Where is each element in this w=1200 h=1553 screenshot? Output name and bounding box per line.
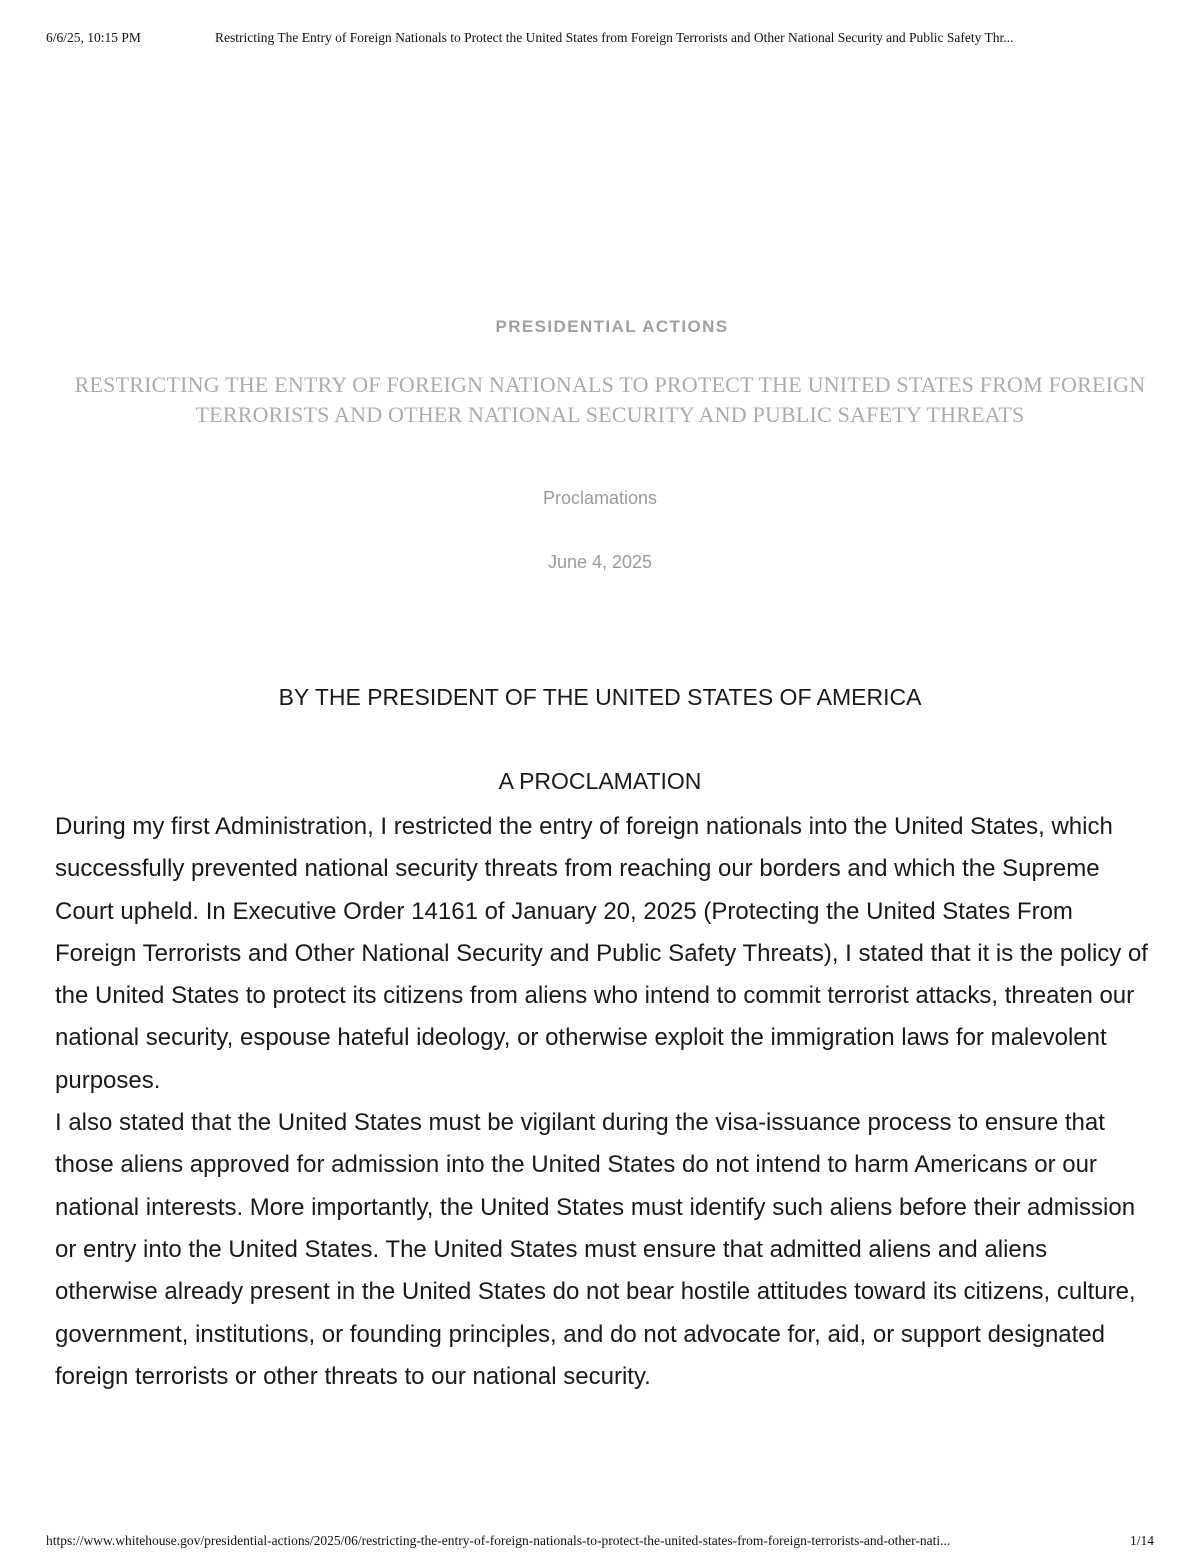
body-paragraph: I also stated that the United States must be vigilant during the visa-issuance process to ensure that those aliens approved for admission into the United States do not intend to harm Americans or our national interests. More importantly, the United States must identify such aliens before their admission or entry into the United States. The United States must ensure that admitted aliens and aliens otherwise already present in the United States do not bear hostile attitudes toward its citizens, culture, government, institutions, or founding principles, and do not advocate for, aid, or support designated foreign terrorists or other threats to our national security. bbox=[55, 1109, 1136, 1390]
page-title: RESTRICTING THE ENTRY OF FOREIGN NATIONALS TO PROTECT THE UNITED STATES FROM FOREIGN TERRORISTS AND OTHER NATIONAL SECURITY AND PUBLIC SAFETY THREATS bbox=[74, 372, 1146, 427]
category-label: PRESIDENTIAL ACTIONS bbox=[495, 317, 729, 336]
body-paragraph: During my first Administration, I restricted the entry of foreign nationals into the United States, which successfully prevented national security threats from reaching our borders and which the Supreme Court upheld. In Executive Order 14161 of January 20, 2025 (Protecting the United States From Foreign Terrorists and Other National Security and Public Safety Threats), I stated that it is the policy of the United States to protect its citizens from aliens who intend to commit terrorist attacks, threaten our national security, espouse hateful ideology, or otherwise exploit the immigration laws for malevolent purposes. bbox=[55, 813, 1148, 1094]
print-header bbox=[46, 30, 1154, 50]
page-number: 1/14 bbox=[1129, 1533, 1154, 1548]
publish-date: June 4, 2025 bbox=[547, 552, 653, 572]
page-url: https://www.whitehouse.gov/presidential-actions/2025/06/restricting-the-entry-of-foreign-nationals-to-protect-the-united-states-from-foreign-terrorists-and-other-nati... bbox=[46, 1533, 951, 1548]
print-page-title: Restricting The Entry of Foreign Nationals to Protect the United States from Foreign Terrorists and Other National Security and Public Safety Thr... bbox=[215, 30, 1014, 45]
document-type-link[interactable]: Proclamations bbox=[542, 488, 658, 508]
proclamation-heading: A PROCLAMATION bbox=[498, 768, 702, 794]
print-datetime: 6/6/25, 10:15 PM bbox=[46, 30, 141, 45]
print-footer bbox=[46, 1533, 1154, 1551]
by-line: BY THE PRESIDENT OF THE UNITED STATES OF AMERICA bbox=[278, 684, 922, 710]
article-body bbox=[55, 806, 1155, 1398]
